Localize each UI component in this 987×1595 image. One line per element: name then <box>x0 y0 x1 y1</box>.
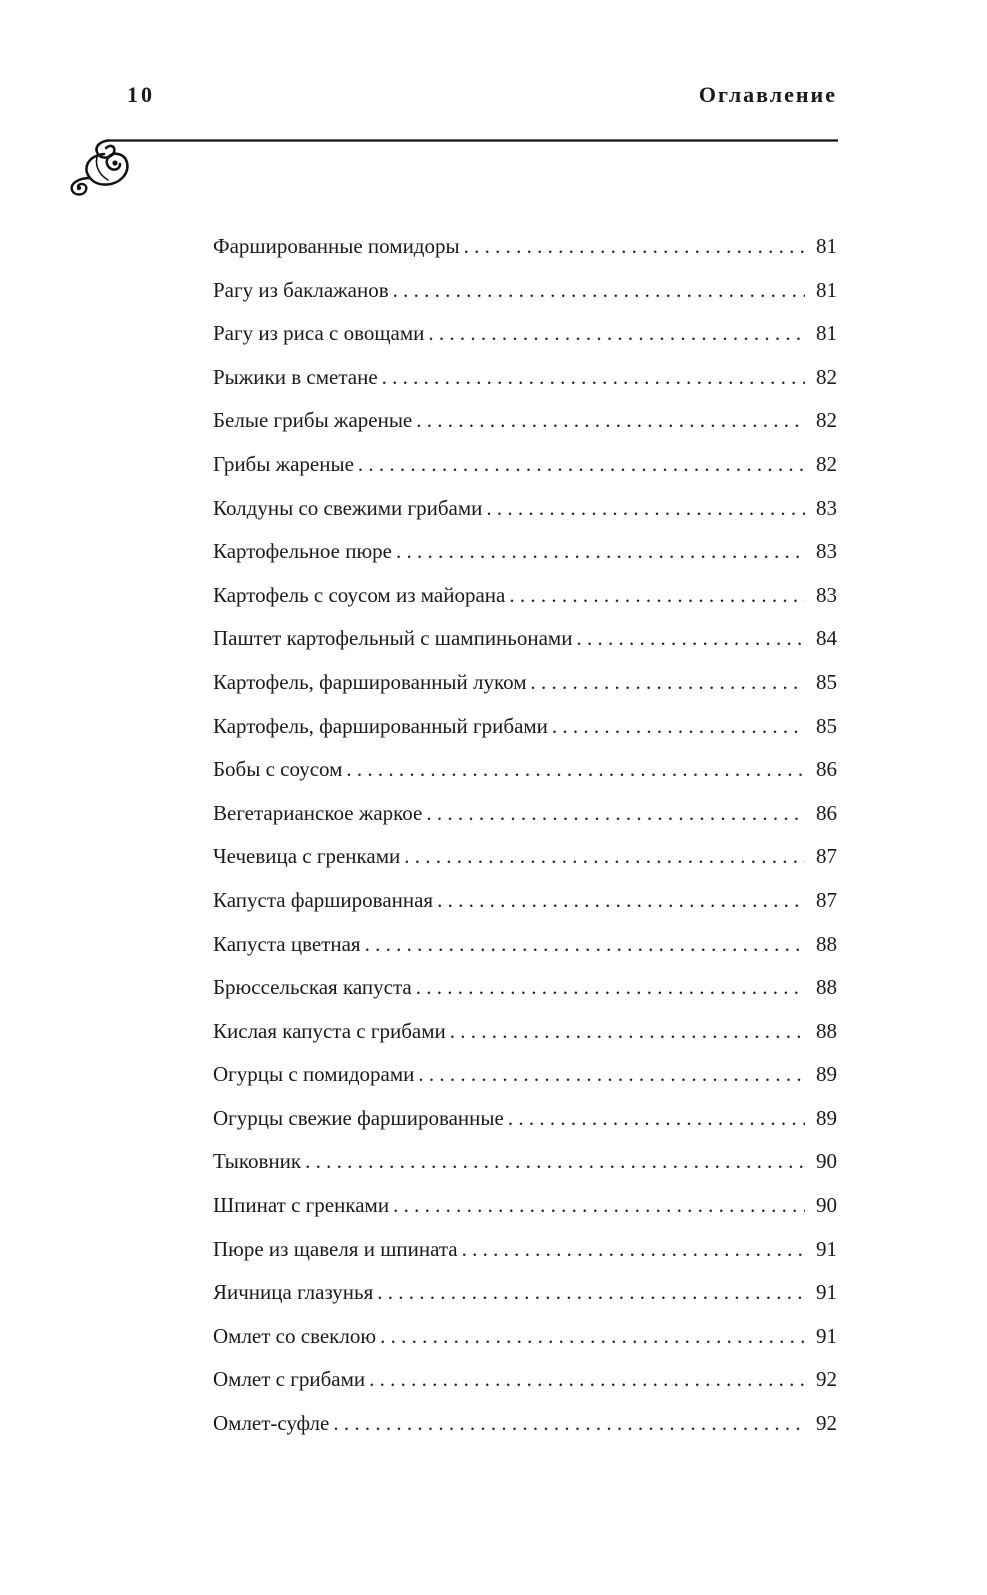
running-title: Оглавление <box>698 82 837 107</box>
dot-leader <box>509 574 805 618</box>
dot-leader <box>416 399 805 443</box>
toc-entry-title: Брюссельская капуста <box>213 975 412 1000</box>
toc-entry <box>213 1053 837 1097</box>
toc-entry-title: Яичница глазунья <box>213 1280 374 1305</box>
toc-entry <box>213 1140 837 1184</box>
toc-entry-page-number: 87 <box>816 887 837 912</box>
dot-leader <box>404 835 805 879</box>
toc-entry <box>213 530 837 574</box>
toc-entry-page-number: 91 <box>816 1323 837 1348</box>
toc-entry <box>213 705 837 749</box>
flourish-ornament-icon <box>68 134 840 198</box>
toc-entry-title: Огурцы с помидорами <box>213 1062 415 1087</box>
toc-entry-title: Кислая капуста с грибами <box>213 1018 446 1043</box>
dot-leader <box>508 1097 805 1141</box>
toc-entry <box>213 1315 837 1359</box>
table-of-contents <box>213 225 837 1446</box>
toc-entry <box>213 1402 837 1446</box>
toc-entry-page-number: 82 <box>816 451 837 476</box>
dot-leader <box>346 748 805 792</box>
toc-entry <box>213 225 837 269</box>
toc-entry-title: Рагу из риса с овощами <box>213 321 425 346</box>
toc-entry-page-number: 88 <box>816 975 837 1000</box>
toc-entry-page-number: 82 <box>816 408 837 433</box>
toc-entry-title: Вегетарианское жаркое <box>213 800 423 825</box>
dot-leader <box>531 661 805 705</box>
toc-entry-page-number: 83 <box>816 539 837 564</box>
toc-entry-page-number: 92 <box>816 1367 837 1392</box>
toc-entry-page-number: 83 <box>816 495 837 520</box>
toc-entry-page-number: 81 <box>816 321 837 346</box>
dot-leader <box>428 312 805 356</box>
dot-leader <box>382 356 805 400</box>
toc-entry-title: Чечевица с гренками <box>213 844 401 869</box>
toc-entry-title: Грибы жареные <box>213 451 354 476</box>
toc-entry <box>213 748 837 792</box>
toc-entry <box>213 1010 837 1054</box>
dot-leader <box>380 1315 805 1359</box>
toc-entry <box>213 312 837 356</box>
toc-entry-title: Шпинат с гренками <box>213 1193 390 1218</box>
toc-entry-page-number: 88 <box>816 1018 837 1043</box>
dot-leader <box>426 792 805 836</box>
dot-leader <box>305 1140 805 1184</box>
dot-leader <box>552 705 805 749</box>
toc-entry-page-number: 85 <box>816 669 837 694</box>
dot-leader <box>576 617 805 661</box>
running-header <box>127 82 837 116</box>
dot-leader <box>369 1358 805 1402</box>
dot-leader <box>486 487 805 531</box>
toc-entry-page-number: 86 <box>816 800 837 825</box>
toc-entry <box>213 1358 837 1402</box>
toc-entry <box>213 966 837 1010</box>
toc-entry <box>213 487 837 531</box>
toc-entry-page-number: 89 <box>816 1105 837 1130</box>
toc-entry-title: Омлет со свеклою <box>213 1323 377 1348</box>
dot-leader <box>396 530 805 574</box>
toc-entry <box>213 792 837 836</box>
dot-leader <box>333 1402 805 1446</box>
toc-entry-title: Белые грибы жареные <box>213 408 413 433</box>
toc-entry <box>213 661 837 705</box>
toc-entry <box>213 1184 837 1228</box>
toc-entry-title: Картофельное пюре <box>213 539 392 564</box>
toc-entry-title: Рыжики в сметане <box>213 364 378 389</box>
dot-leader <box>393 1184 805 1228</box>
toc-entry <box>213 574 837 618</box>
toc-entry <box>213 1228 837 1272</box>
toc-entry <box>213 399 837 443</box>
toc-entry-title: Колдуны со свежими грибами <box>213 495 483 520</box>
dot-leader <box>418 1053 805 1097</box>
toc-entry-page-number: 83 <box>816 582 837 607</box>
toc-entry-page-number: 89 <box>816 1062 837 1087</box>
toc-entry-title: Огурцы свежие фаршированные <box>213 1105 504 1130</box>
toc-entry-title: Пюре из щавеля и шпината <box>213 1236 458 1261</box>
dot-leader <box>450 1010 805 1054</box>
toc-entry <box>213 923 837 967</box>
toc-entry <box>213 443 837 487</box>
dot-leader <box>464 225 805 269</box>
toc-entry-title: Рагу из баклажанов <box>213 277 389 302</box>
dot-leader <box>377 1271 805 1315</box>
toc-entry-page-number: 81 <box>816 234 837 258</box>
toc-entry-title: Фаршированные помидоры <box>213 234 460 258</box>
toc-entry-title: Картофель с соусом из майорана <box>213 582 506 607</box>
toc-entry-title: Паштет картофельный с шампиньонами <box>213 626 573 651</box>
toc-entry <box>213 269 837 313</box>
dot-leader <box>365 923 805 967</box>
toc-entry-title: Омлет с грибами <box>213 1367 366 1392</box>
dot-leader <box>462 1228 805 1272</box>
toc-entry <box>213 879 837 923</box>
toc-entry <box>213 1097 837 1141</box>
toc-entry-page-number: 85 <box>816 713 837 738</box>
toc-entry-title: Капуста фаршированная <box>213 887 434 912</box>
dot-leader <box>393 269 805 313</box>
toc-entry <box>213 1271 837 1315</box>
toc-entry <box>213 356 837 400</box>
page-number: 10 <box>127 82 155 107</box>
toc-entry-title: Тыковник <box>213 1149 302 1174</box>
toc-entry-title: Капуста цветная <box>213 931 361 956</box>
dot-leader <box>358 443 805 487</box>
toc-entry <box>213 617 837 661</box>
toc-entry <box>213 835 837 879</box>
toc-entry-page-number: 81 <box>816 277 837 302</box>
toc-entry-page-number: 90 <box>816 1193 837 1218</box>
toc-entry-page-number: 86 <box>816 757 837 782</box>
toc-entry-page-number: 84 <box>816 626 837 651</box>
toc-entry-title: Бобы с соусом <box>213 757 343 782</box>
dot-leader <box>437 879 805 923</box>
dot-leader <box>416 966 805 1010</box>
toc-entry-title: Картофель, фаршированный грибами <box>213 713 548 738</box>
toc-entry-page-number: 87 <box>816 844 837 869</box>
toc-entry-page-number: 91 <box>816 1236 837 1261</box>
toc-entry-page-number: 90 <box>816 1149 837 1174</box>
toc-entry-page-number: 82 <box>816 364 837 389</box>
toc-entry-title: Картофель, фаршированный луком <box>213 669 527 694</box>
toc-entry-page-number: 88 <box>816 931 837 956</box>
toc-entry-page-number: 91 <box>816 1280 837 1305</box>
toc-entry-page-number: 92 <box>816 1411 837 1436</box>
toc-entry-title: Омлет-суфле <box>213 1411 330 1436</box>
